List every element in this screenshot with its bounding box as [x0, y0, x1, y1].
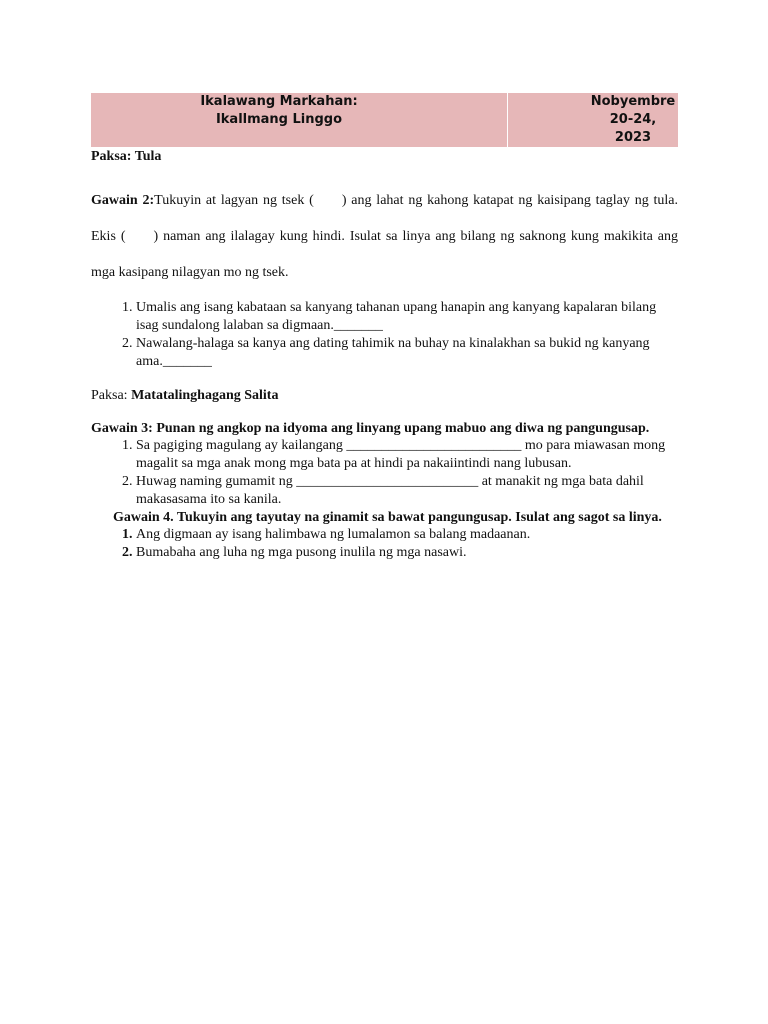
date-line-2: 2023 — [614, 130, 652, 145]
week-label: Ikallmang Linggo — [215, 112, 343, 127]
gawain-2-text-c: ) naman ang ilalagay kung hindi. Isulat sa linya ang bilang ng saknong kung makikita ang mga kasipang nilagyan mo ng tsek. — [91, 229, 678, 280]
gawain-2-list — [91, 299, 678, 371]
header-table — [91, 93, 678, 147]
gawain-2-text-b: ) ang lahat ng kahong katapat ng kaisipang taglay ng tula. Ekis ( — [91, 193, 679, 244]
gawain-4-list — [91, 526, 678, 562]
list-item: 2. Nawalang-halaga sa kanya ang dating tahimik na buhay na kinalakhan sa bukid ng kanyang ama._______ — [136, 335, 678, 371]
topic-2-value: Matatalinghagang Salita — [131, 388, 279, 403]
gawain-2-text-a: Tukuyin at lagyan ng tsek ( — [154, 193, 314, 208]
topic-matalinghaga — [91, 387, 678, 404]
header-date-cell — [508, 93, 679, 147]
list-item: 2. Huwag naming gumamit ng __________________________ at manakit ng mga bata dahil makasasama ito sa kanila. — [136, 473, 678, 509]
topic-2-label: Paksa: — [91, 388, 132, 403]
date-line-1: Nobyembre 20-24, — [590, 94, 676, 127]
gawain-3-list — [91, 437, 678, 509]
gawain-4-heading: Gawain 4. Tukuyin ang tayutay na ginamit sa bawat pangungusap. Isulat ang sagot sa linya. — [113, 510, 662, 525]
list-item: 2. Bumabaha ang luha ng mga pusong inulila ng mga nasawi. — [136, 544, 678, 562]
list-item: 1. Sa pagiging magulang ay kailangang _________________________ mo para miawasan mong magalit sa mga anak mong mga bata pa at hindi pa nakaiintindi nang lubusan. — [136, 437, 678, 473]
gawain-3-heading: Gawain 3: Punan ng angkop na idyoma ang linyang upang mabuo ang diwa ng pangungusap. — [91, 421, 650, 436]
worksheet-page — [91, 93, 678, 562]
list-item: 1. Umalis ang isang kabataan sa kanyang tahanan upang hanapin ang kanyang kapalaran bilang isag sundalong lalaban sa digmaan._______ — [136, 299, 678, 335]
gawain-2-label: Gawain 2: — [91, 193, 155, 208]
topic-tula: Paksa: Tula — [91, 149, 162, 164]
header-quarter-cell — [91, 93, 508, 147]
list-item: 1. Ang digmaan ay isang halimbawa ng lumalamon sa balang madaanan. — [136, 526, 678, 544]
quarter-label: Ikalawang Markahan: — [200, 94, 358, 109]
gawain-2-instructions — [91, 183, 678, 291]
